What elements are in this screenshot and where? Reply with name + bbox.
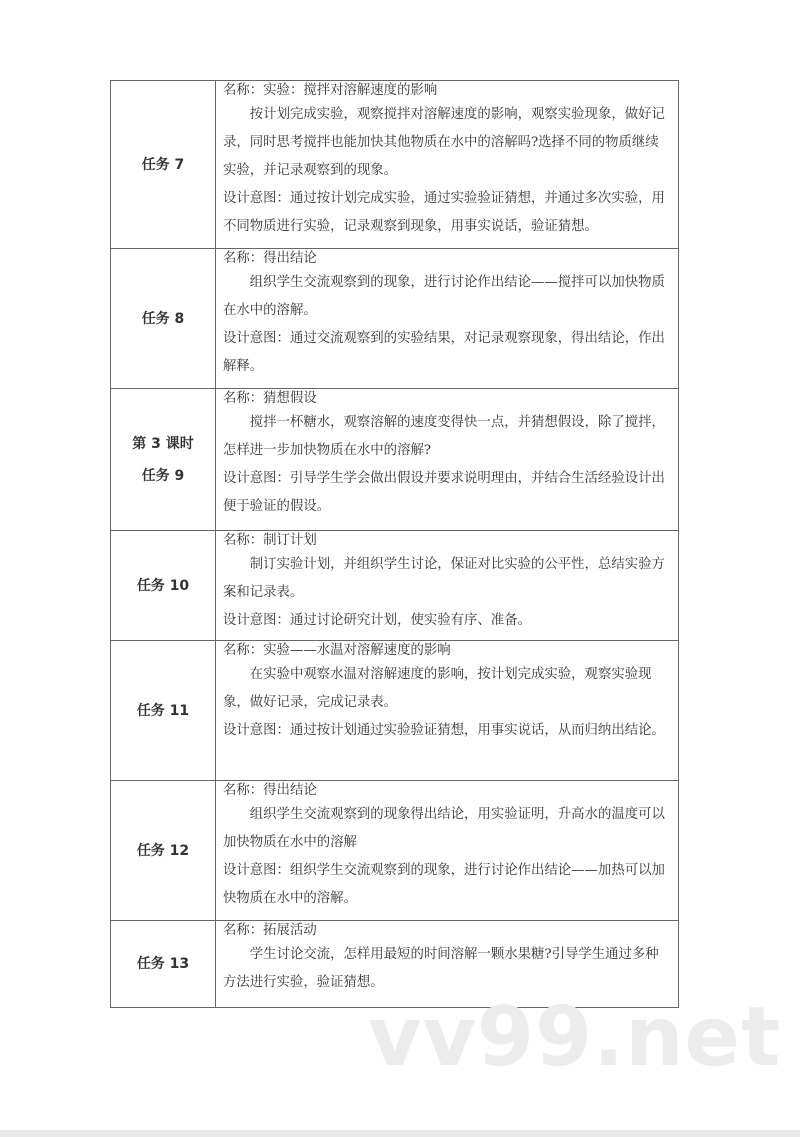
design-intent: 设计意图：通过按计划完成实验，通过实验验证猜想，并通过多次实验，用不同物质进行实验，记录观察到现象，用事实说话，验证猜想。 [223,191,665,234]
task-description: 搅拌一杯糖水，观察溶解的速度变得快一点，并猜想假设，除了搅拌，怎样进一步加快物质在水中的溶解? [223,415,665,458]
task-name: 名称：猜想假设 [223,391,317,406]
task-label-cell [111,249,216,389]
task-name: 名称：得出结论 [223,783,317,798]
task-label: 任务 11 [136,702,190,719]
lesson-task-table [110,80,679,1008]
design-intent: 设计意图：组织学生交流观察到的现象，进行讨论作出结论——加热可以加快物质在水中的溶解。 [223,863,665,906]
task-label: 任务 13 [136,956,190,972]
task-content-cell [216,81,679,249]
task-description: 按计划完成实验，观察搅拌对溶解速度的影响，观察实验现象，做好记录，同时思考搅拌也能加快其他物质在水中的溶解吗?选择不同的物质继续实验，并记录观察到的现象。 [223,107,665,178]
watermark: vv99.net [368,990,782,1085]
task-label-cell [111,531,216,641]
task-description: 组织学生交流观察到的现象，进行讨论作出结论——搅拌可以加快物质在水中的溶解。 [223,275,665,318]
task-label: 任务 7 [141,156,185,173]
task-description: 在实验中观察水温对溶解速度的影响，按计划完成实验，观察实验现象，做好记录，完成记录表。 [223,667,652,710]
task-label: 第 3 课时 [132,435,194,452]
task-content-cell [216,641,679,781]
task-content-cell [216,531,679,641]
task-row [111,641,679,781]
design-intent: 设计意图：引导学生学会做出假设并要求说明理由，并结合生活经验设计出便于验证的假设。 [223,471,665,514]
task-label-cell [111,781,216,921]
task-label: 任务 9 [141,467,185,484]
task-description: 组织学生交流观察到的现象得出结论，用实验证明，升高水的温度可以加快物质在水中的溶解 [223,807,665,850]
task-description: 学生讨论交流，怎样用最短的时间溶解一颗水果糖?引导学生通过多种方法进行实验，验证猜想。 [223,947,659,990]
design-intent: 设计意图：通过讨论研究计划，使实验有序、准备。 [223,613,531,628]
task-row [111,389,679,531]
task-name: 名称：得出结论 [223,251,317,266]
task-label-cell [111,641,216,781]
task-label-cell [111,389,216,531]
task-label-cell [111,81,216,249]
task-description: 制订实验计划，并组织学生讨论，保证对比实验的公平性，总结实验方案和记录表。 [223,557,665,600]
task-content-cell [216,389,679,531]
design-intent: 设计意图：通过按计划通过实验验证猜想，用事实说话，从而归纳出结论。 [223,723,665,738]
task-name: 名称：实验——水温对溶解速度的影响 [223,643,451,658]
task-name: 名称：拓展活动 [223,923,317,938]
page-bottom-edge [0,1130,800,1137]
task-name: 名称：制订计划 [223,533,317,548]
task-row [111,249,679,389]
task-row [111,531,679,641]
task-row [111,81,679,249]
task-content-cell [216,249,679,389]
design-intent: 设计意图：通过交流观察到的实验结果，对记录观察现象，得出结论，作出解释。 [223,331,665,374]
task-label: 任务 10 [136,577,190,594]
task-label: 任务 12 [136,842,190,859]
task-content-cell [216,781,679,921]
task-row [111,781,679,921]
task-label-cell [111,921,216,1008]
task-name: 名称：实验：搅拌对溶解速度的影响 [223,83,438,98]
task-label: 任务 8 [141,310,185,327]
